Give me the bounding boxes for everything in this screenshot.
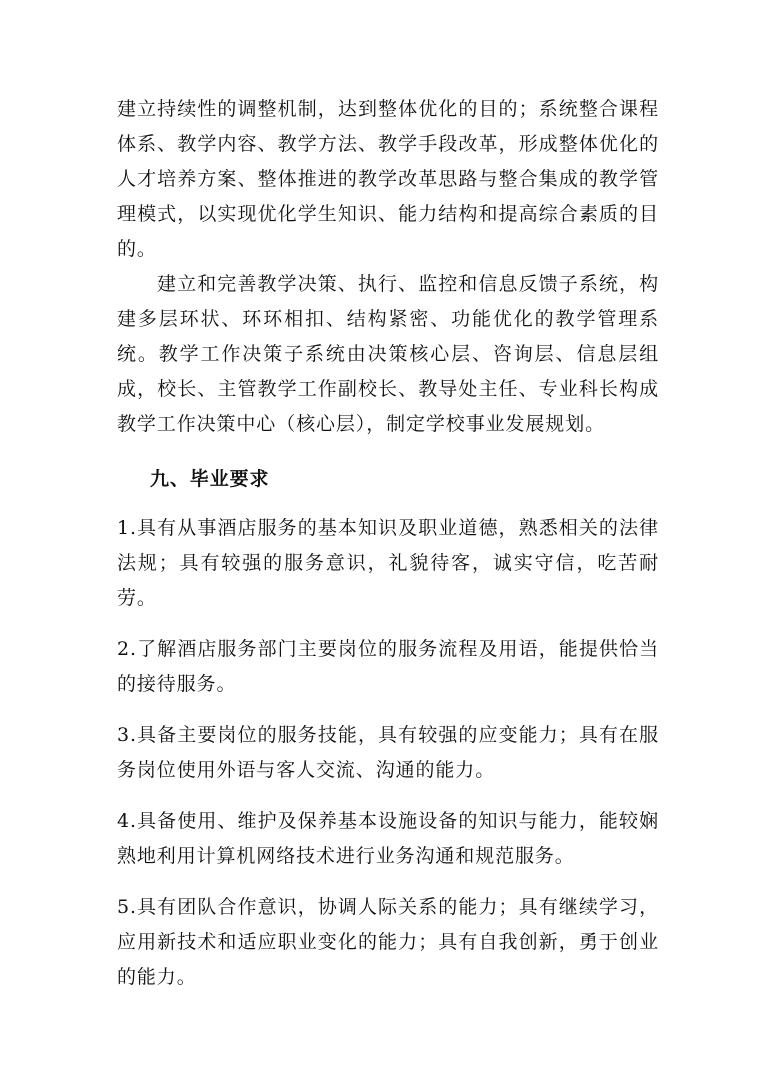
requirement-item: 5.具有团队合作意识，协调人际关系的能力；具有继续学习，应用新技术和适应职业变化的能力；具有自我创新，勇于创业的能力。 (117, 896, 659, 988)
document-body (117, 92, 659, 995)
body-paragraph: 建立持续性的调整机制，达到整体优化的目的；系统整合课程体系、教学内容、教学方法、教学手段改革，形成整体优化的人才培养方案、整体推进的教学改革思路与整合集成的教学管理模式，以实现优化学生知识、能力结构和提高综合素质的目的。 (117, 98, 659, 260)
requirement-item: 4.具备使用、维护及保养基本设施设备的知识与能力，能较娴熟地利用计算机网络技术进行业务沟通和规范服务。 (117, 810, 659, 867)
requirement-item: 3.具备主要岗位的服务技能，具有较强的应变能力；具有在服务岗位使用外语与客人交流、沟通的能力。 (117, 724, 659, 781)
requirement-item: 1.具有从事酒店服务的基本知识及职业道德，熟悉相关的法律法规；具有较强的服务意识，礼貌待客，诚实守信，吃苦耐劳。 (117, 517, 659, 609)
body-paragraph: 建立和完善教学决策、执行、监控和信息反馈子系统，构建多层环状、环环相扣、结构紧密、功能优化的教学管理系统。教学工作决策子系统由决策核心层、咨询层、信息层组成，校长、主管教学工作副校长、教导处主任、专业科长构成教学工作决策中心（核心层），制定学校事业发展规划。 (117, 273, 659, 435)
requirement-item: 2.了解酒店服务部门主要岗位的服务流程及用语，能提供恰当的接待服务。 (117, 638, 659, 695)
section-heading: 九、毕业要求 (150, 468, 270, 490)
